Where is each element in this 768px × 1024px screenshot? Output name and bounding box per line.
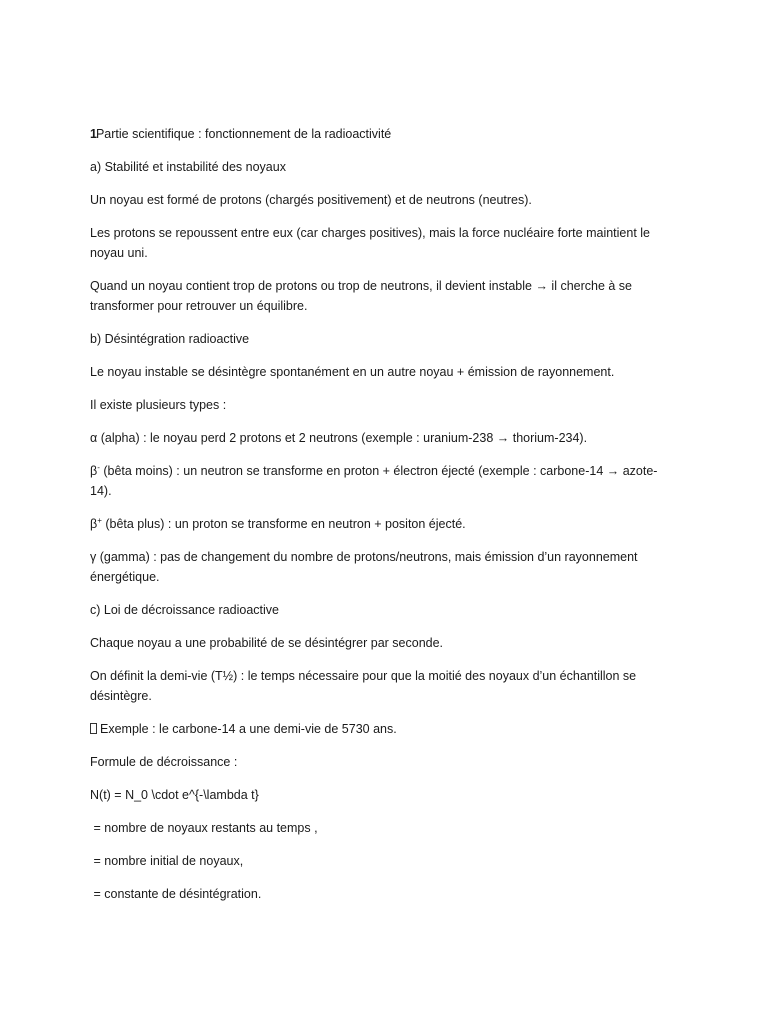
formula-label: Formule de décroissance : bbox=[90, 755, 238, 769]
beta-symbol: β bbox=[90, 517, 98, 531]
section-heading bbox=[90, 124, 676, 144]
example-line bbox=[90, 719, 676, 739]
paragraph: Quand un noyau contient trop de protons ou trop de neutrons, il devient instable → il cherche à se transformer pour retrouver un équilibre. bbox=[90, 279, 633, 313]
definition-line: = constante de désintégration. bbox=[90, 887, 262, 901]
section-b-title: b) Désintégration radioactive bbox=[90, 332, 250, 346]
beta-plus-superscript: + bbox=[97, 516, 102, 525]
section-a-title: a) Stabilité et instabilité des noyaux bbox=[90, 160, 286, 174]
alpha-item: α (alpha) : le noyau perd 2 protons et 2 neutrons (exemple : uranium-238 → thorium-234). bbox=[90, 431, 588, 445]
definition-line: = nombre initial de noyaux, bbox=[90, 854, 244, 868]
beta-minus-superscript: - bbox=[97, 463, 100, 472]
beta-minus-item bbox=[90, 461, 676, 501]
paragraph: On définit la demi-vie (T½) : le temps nécessaire pour que la moitié des noyaux d’un échantillon se désintègre. bbox=[90, 669, 637, 703]
beta-plus-text: (bêta plus) : un proton se transforme en neutron + positon éjecté. bbox=[101, 517, 466, 531]
beta-plus-item bbox=[90, 514, 676, 534]
paragraph: Les protons se repoussent entre eux (car charges positives), mais la force nucléaire forte maintient le noyau uni. bbox=[90, 226, 650, 260]
definition-line: = nombre de noyaux restants au temps , bbox=[90, 821, 318, 835]
beta-minus-text: (bêta moins) : un neutron se transforme en proton + électron éjecté (exemple : carbone-14 → azote-14). bbox=[90, 464, 658, 498]
example-text: Exemple : le carbone-14 a une demi-vie de 5730 ans. bbox=[100, 722, 397, 736]
gamma-item: γ (gamma) : pas de changement du nombre de protons/neutrons, mais émission d’un rayonnement énergétique. bbox=[90, 550, 638, 584]
missing-glyph-icon bbox=[90, 723, 97, 734]
paragraph: Un noyau est formé de protons (chargés positivement) et de neutrons (neutres). bbox=[90, 193, 532, 207]
document-body bbox=[90, 124, 676, 917]
paragraph: Chaque noyau a une probabilité de se désintégrer par seconde. bbox=[90, 636, 444, 650]
paragraph: Il existe plusieurs types : bbox=[90, 398, 227, 412]
beta-symbol: β bbox=[90, 464, 98, 478]
formula: N(t) = N_0 \cdot e^{-\lambda t} bbox=[90, 788, 259, 802]
heading-text: Partie scientifique : fonctionnement de la radioactivité bbox=[95, 127, 392, 141]
section-c-title: c) Loi de décroissance radioactive bbox=[90, 603, 279, 617]
paragraph: Le noyau instable se désintègre spontanément en un autre noyau + émission de rayonnement. bbox=[90, 365, 615, 379]
heading-number: 1 bbox=[90, 127, 95, 141]
